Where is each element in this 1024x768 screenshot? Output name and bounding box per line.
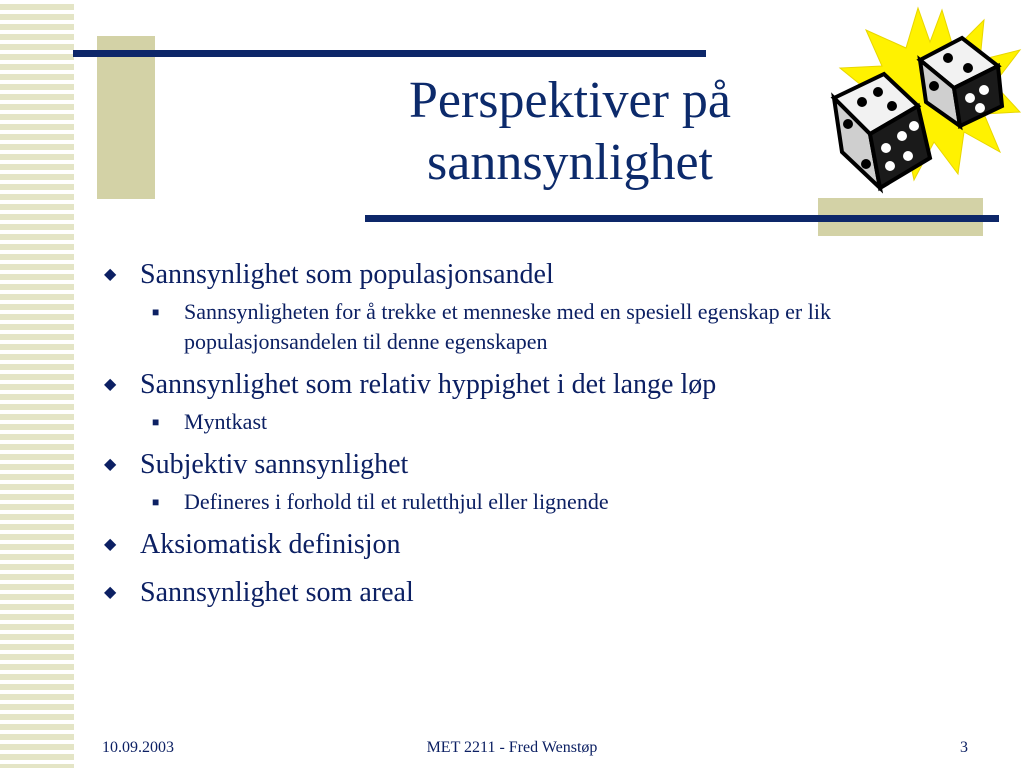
bullet-item	[104, 365, 984, 405]
diamond-bullet-icon: ◆	[104, 266, 117, 283]
sub-bullet-text: Sannsynligheten for å trekke et menneske med en spesiell egenskap er lik populasjonsandelen til denne egenskapen	[184, 299, 831, 354]
footer-center: MET 2211 - Fred Wenstøp	[426, 739, 598, 756]
bullet-item	[104, 255, 984, 295]
bullet-item	[104, 573, 984, 613]
bullet-item	[104, 525, 984, 565]
square-bullet-icon: ■	[152, 495, 160, 509]
bullet-text: Sannsynlighet som populasjonsandel	[140, 259, 554, 290]
left-stripe-decoration	[0, 0, 74, 768]
sub-bullet-item	[104, 297, 984, 357]
sub-bullet-item	[104, 487, 984, 517]
bullet-text: Aksiomatisk definisjon	[140, 529, 401, 560]
diamond-bullet-icon: ◆	[104, 456, 117, 473]
dice-icon	[822, 2, 1022, 202]
bullet-text: Sannsynlighet som relativ hyppighet i det lange løp	[140, 369, 717, 400]
footer-date: 10.09.2003	[102, 739, 174, 756]
footer-page-number: 3	[960, 739, 968, 756]
sub-bullet-item	[104, 407, 984, 437]
title-rule-bottom	[365, 215, 999, 222]
sub-bullet-text: Defineres i forhold til et ruletthjul eller lignende	[184, 489, 609, 514]
sub-bullet-text: Myntkast	[184, 409, 268, 434]
bullet-item	[104, 445, 984, 485]
bullet-text: Subjektiv sannsynlighet	[140, 449, 409, 480]
slide-title	[300, 70, 840, 194]
diamond-bullet-icon: ◆	[104, 376, 117, 393]
slide-title-line2: sannsynlighet	[427, 134, 713, 191]
slide-title-line1: Perspektiver på	[408, 72, 731, 129]
bullet-text: Sannsynlighet som areal	[140, 577, 414, 608]
accent-block-top	[97, 36, 155, 199]
bullet-list	[104, 255, 984, 613]
square-bullet-icon: ■	[152, 415, 160, 429]
diamond-bullet-icon: ◆	[104, 584, 117, 601]
diamond-bullet-icon: ◆	[104, 536, 117, 553]
title-rule-top	[73, 50, 706, 57]
square-bullet-icon: ■	[152, 305, 160, 319]
